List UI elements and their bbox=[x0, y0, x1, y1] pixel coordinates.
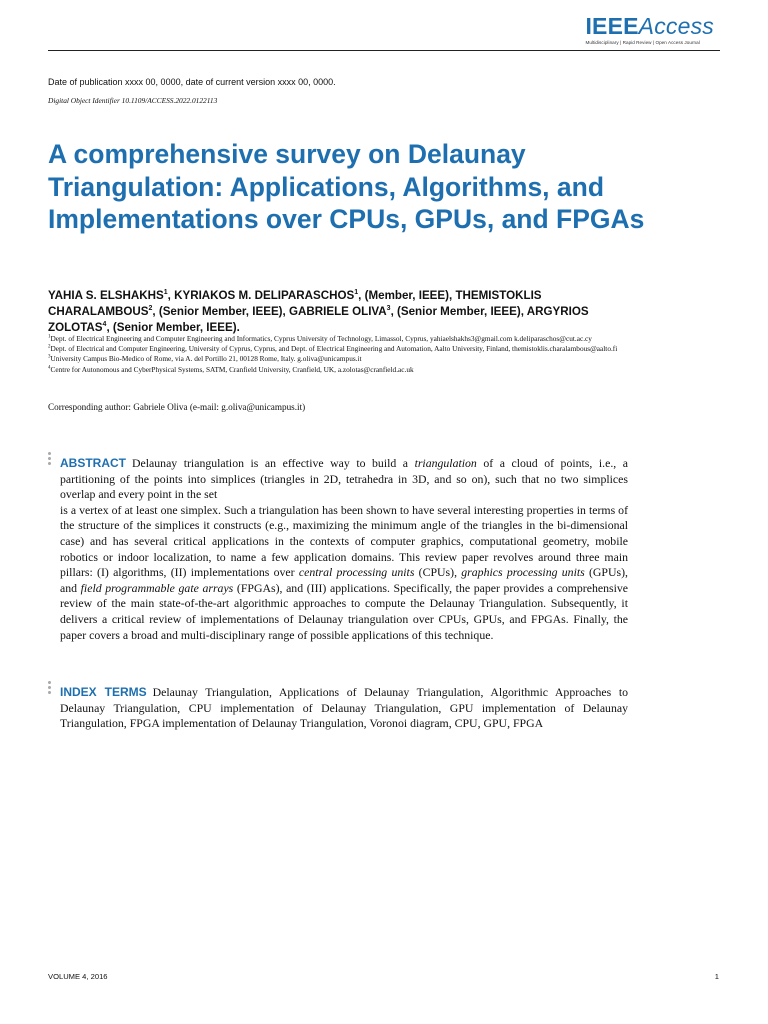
abstract-label: ABSTRACT bbox=[60, 456, 126, 470]
affiliation-mark: 1 bbox=[48, 334, 51, 340]
abstract-section bbox=[60, 456, 628, 643]
journal-logo bbox=[585, 14, 714, 45]
index-terms-section bbox=[60, 685, 628, 732]
abstract-emphasis: central processing units bbox=[298, 565, 415, 580]
author-name: , KYRIAKOS M. DELIPARASCHOS bbox=[167, 289, 355, 302]
author-list bbox=[48, 288, 638, 336]
affiliations bbox=[48, 334, 638, 375]
affiliation-text: University Campus Bio-Medico of Rome, via A. del Portillo 21, 00128 Rome, Italy. g.oliva@unicampus.it bbox=[50, 354, 362, 364]
author-name: , (Senior Member, IEEE), ARGYRIOS ZOLOTAS bbox=[48, 305, 589, 334]
abstract-emphasis: triangulation bbox=[414, 456, 477, 470]
abstract-text: of a cloud of points, i.e., a partitioning of the points into simplices (triangles in 2D, tetrahedra in 3D, and so on), such that no two simplices overlap and every point in the set bbox=[60, 456, 628, 502]
publication-date: Date of publication xxxx 00, 0000, date of current version xxxx 00, 0000. bbox=[48, 77, 336, 87]
index-terms-label: INDEX TERMS bbox=[60, 685, 147, 699]
author-affil-mark: 2 bbox=[148, 305, 153, 313]
author-affil-mark: 3 bbox=[386, 305, 391, 313]
logo-wordmark bbox=[585, 14, 714, 38]
index-terms-dots-icon bbox=[48, 681, 52, 696]
affiliation-item bbox=[48, 354, 638, 364]
author-name: , (Member, IEEE), THEMISTOKLIS CHARALAMBOUS bbox=[48, 289, 542, 318]
abstract-text: Delaunay triangulation is an effective way to build a bbox=[132, 456, 415, 470]
affiliation-text: Dept. of Electrical Engineering and Computer Engineering and Informatics, Cyprus University of Technology, Limassol, Cyprus, yahiaelshakhs3@gmail.com k.deliparaschos@cut.ac.cy bbox=[50, 334, 592, 343]
corresponding-author: Corresponding author: Gabriele Oliva (e-mail: g.oliva@unicampus.it) bbox=[48, 402, 306, 412]
affiliation-mark: 4 bbox=[48, 365, 51, 371]
author-name: , (Senior Member, IEEE), GABRIELE OLIVA bbox=[152, 305, 387, 318]
affiliation-text: Dept. of Electrical and Computer Engineering, University of Cyprus, Cyprus, and Dept. of Electrical Engineering and Automation, Aalto University, Finland, themistoklis.charalambous@aalto.fi bbox=[50, 344, 618, 354]
doi-line: Digital Object Identifier 10.1109/ACCESS.2022.0122113 bbox=[48, 96, 218, 105]
affiliation-mark: 3 bbox=[48, 354, 51, 360]
abstract-text: is a vertex of at least one simplex. Such a triangulation has been shown to have several interesting properties in terms of the structure of the simplices it constructs (e.g., maximizing the minimum angle of the triangles in the bi-dimensional case) and has several critical applications in the contexts of computer graphics, computational geometry, mobile robotics or indoor localization, to name a few application domains. This review paper revolves around three main pillars: (I) algorithms, (II) implementations over central processing units (CPUs), graphics processing units (GPUs), and field programmable gate arrays (FPGAs), and (III) applications. Specifically, the paper provides a comprehensive review of the main state-of-the-art algorithmic approaches to compute the Delaunay Triangulation. Subsequently, it delivers a critical review of implementations of Delaunay triangulation over CPUs, GPUs, and FPGAs. Finally, the paper covers a broad and multi-disciplinary range of possible applications of this technique. bbox=[60, 502, 629, 642]
author-name: , (Senior Member, IEEE). bbox=[106, 321, 240, 334]
page-number: 1 bbox=[714, 972, 719, 981]
author-affil-mark: 4 bbox=[102, 321, 107, 329]
abstract-text: (GPUs), and bbox=[60, 565, 628, 595]
author-affil-mark: 1 bbox=[163, 289, 168, 297]
author-name: YAHIA S. ELSHAKHS bbox=[48, 289, 164, 302]
index-terms-text: Delaunay Triangulation, Applications of Delaunay Triangulation, Algorithmic Approaches to Delaunay Triangulation, CPU implementation of Delaunay Triangulation, GPU implementation of Delaunay Triangulation, FPGA implementation of Delaunay Triangulation, Voronoi diagram, CPU, GPU, FPGA bbox=[60, 685, 628, 731]
author-affil-mark: 1 bbox=[354, 289, 359, 297]
affiliation-text: Centre for Autonomous and CyberPhysical Systems, SATM, Cranfield University, Cranfield, UK, a.zolotas@cranfield.ac.uk bbox=[50, 364, 414, 374]
abstract-text: (FPGAs), and (III) applications. Specifically, the paper provides a comprehensive review of the main state-of-the-art algorithmic approaches to compute the Delaunay Triangulation. Subsequently, it delivers a critical review of implementations of Delaunay triangulation over CPUs, GPUs, and FPGAs. Finally, the paper covers a broad and multi-disciplinary range of possible applications of this technique. bbox=[60, 580, 629, 642]
affiliation-item bbox=[48, 344, 638, 354]
logo-tagline: Multidisciplinary | Rapid Review | Open Access Journal bbox=[585, 40, 700, 45]
logo-access: Access bbox=[638, 13, 714, 39]
abstract-emphasis: graphics processing units bbox=[461, 565, 585, 580]
abstract-emphasis: field programmable gate arrays bbox=[80, 580, 234, 595]
logo-ieee: IEEE bbox=[585, 13, 639, 39]
affiliation-item bbox=[48, 365, 638, 375]
affiliation-mark: 2 bbox=[48, 344, 51, 350]
affiliation-item bbox=[48, 334, 638, 344]
paper-title: A comprehensive survey on Delaunay Triangulation: Applications, Algorithms, and Implementations over CPUs, GPUs, and FPGAs bbox=[48, 139, 645, 234]
abstract-dots-icon bbox=[48, 452, 52, 467]
abstract-text: (CPUs), bbox=[414, 565, 462, 580]
header-rule bbox=[48, 50, 720, 51]
volume-footer: VOLUME 4, 2016 bbox=[48, 972, 108, 981]
